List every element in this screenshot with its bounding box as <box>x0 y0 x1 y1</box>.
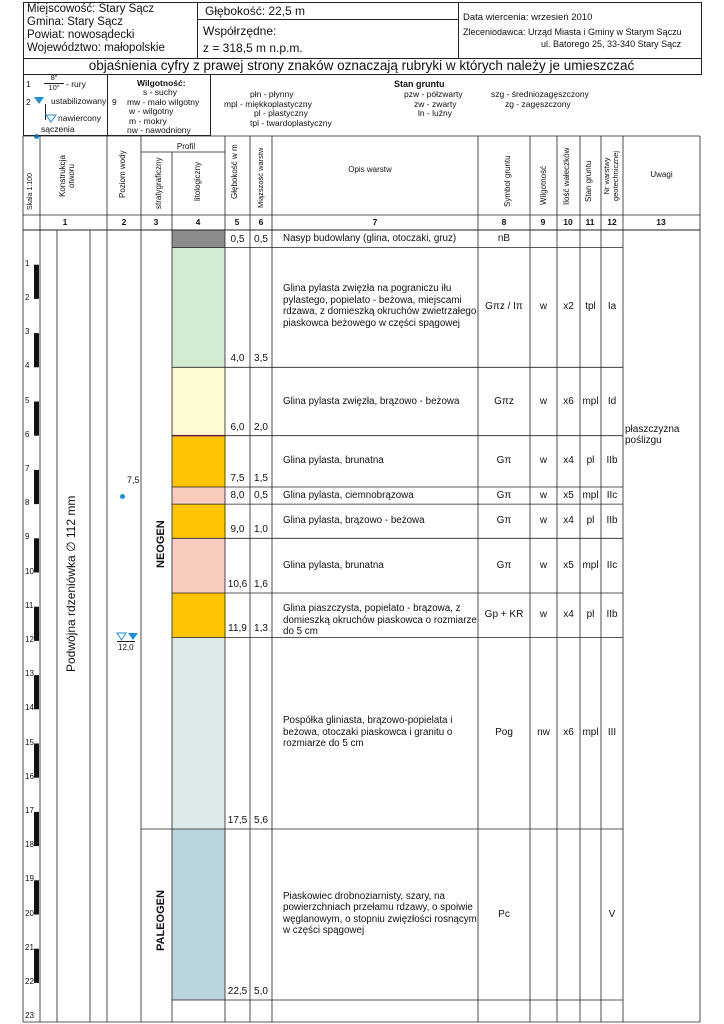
legend-stan-title: Stan gruntu <box>394 79 445 89</box>
col-header-lito: litologiczny <box>193 161 202 201</box>
layer-state: mpl <box>582 489 599 501</box>
layer-rolls: x4 <box>563 455 574 467</box>
wilg-item: w - wilgotny <box>129 106 174 116</box>
stan-item: tpl - twardoplastyczny <box>250 117 332 128</box>
stan-item: płn - płynny <box>250 89 294 99</box>
litho-fill <box>172 637 225 829</box>
layer-symbol: Gπ <box>496 515 512 527</box>
layer-moisture: w <box>539 455 548 467</box>
col-header-strat: stratygraficzny <box>154 157 163 209</box>
scale-tick: 10 <box>25 566 34 576</box>
scale-bar <box>34 470 39 504</box>
scale-bar <box>34 812 39 846</box>
remark: płaszczyzna poślizgu <box>625 424 680 446</box>
layer-symbol: Gπ <box>496 559 512 571</box>
client-address: ul. Batorego 25, 33-340 Stary Sącz <box>541 39 682 49</box>
layer-depth: 7,5 <box>230 473 245 484</box>
scale-bar <box>34 880 39 914</box>
column-number: 12 <box>607 217 617 227</box>
layer-description: Glina pylasta zwięzła na pograniczu iłu pylastego, popielato - beżowa, miejscami rdzawa, z domieszką okruchów zwietrzałego piaskowca beżowego w części spągowej <box>283 283 477 329</box>
depth-total: Głębokość: 22,5 m <box>205 4 306 18</box>
stable-water-depth: 12,0 <box>118 643 134 652</box>
layer-description: Glina pylasta, brązowo - beżowa <box>283 515 425 527</box>
scale-tick: 1 <box>25 258 30 268</box>
layer-description: Nasyp budowlany (glina, otoczaki, gruz) <box>283 232 457 244</box>
stan-item: pzw - półzwarty <box>404 89 463 99</box>
scale-tick: 17 <box>25 805 34 815</box>
column-number: 4 <box>195 217 201 227</box>
wojewodztwo: Województwo: małopolskie <box>27 42 165 54</box>
scale-tick: 19 <box>25 874 34 884</box>
layer-rolls: x5 <box>563 489 574 501</box>
layer-depth: 8,0 <box>230 490 245 502</box>
column-number: 10 <box>563 217 573 227</box>
legend-rury-frac-top: 8" <box>50 73 58 82</box>
legend-title: objaśnienia cyfry z prawej strony znaków oznaczają rubryki w których należy je umieszczać <box>88 58 635 73</box>
layer-symbol: Gπz <box>494 395 514 407</box>
layer-depth: 6,0 <box>230 421 245 433</box>
scale-tick: 2 <box>25 292 30 302</box>
litho-fill <box>172 504 225 538</box>
layer-depth: 22,5 <box>227 986 248 997</box>
col-header-poziom: Poziom wody <box>118 150 127 198</box>
litho-fill <box>172 367 225 435</box>
layer-depth: 9,0 <box>230 524 245 536</box>
scale-tick: 22 <box>25 976 34 986</box>
layer-depth: 0,5 <box>230 233 245 245</box>
scale-tick: 20 <box>25 908 34 918</box>
legend-water-num: 2 <box>26 97 31 107</box>
layer-depth: 4,0 <box>230 353 245 365</box>
water-level-underline <box>117 641 135 642</box>
elevation: z = 318,5 m n.p.m. <box>203 41 303 55</box>
scale-tick: 13 <box>25 669 34 679</box>
col-header-glebokosc: Głębokość w m <box>230 144 239 199</box>
column-number: 1 <box>62 217 68 227</box>
col-header-uwagi: Uwagi <box>650 170 673 179</box>
konstrukcja-text: Konstrukcja otworu <box>58 155 76 197</box>
col-header-wilgotnosc: Wilgotność <box>539 165 548 205</box>
layer-state: pl <box>586 455 595 467</box>
scale-tick: 4 <box>25 361 30 371</box>
layer-thickness: 0,5 <box>254 490 268 502</box>
layer-state: mpl <box>582 727 599 739</box>
layer-number: IIb <box>606 455 618 467</box>
litho-fill <box>172 829 225 1000</box>
gmina: Gmina: Stary Sącz <box>27 16 123 28</box>
seepage-depth: 7,5 <box>127 475 140 485</box>
layer-thickness: 1,6 <box>254 579 268 591</box>
layer-moisture: nw <box>537 727 550 739</box>
column-number: 9 <box>540 217 546 227</box>
column-number: 6 <box>258 217 264 227</box>
scale-bar <box>34 265 39 299</box>
layer-rolls: x4 <box>563 609 574 621</box>
stan-item: mpl - miękkoplastyczny <box>224 98 312 109</box>
miejscowosc: Miejscowość: Stary Sącz <box>27 3 155 15</box>
scale-bar <box>34 949 39 983</box>
client: Zleceniodawca: Urząd Miasta i Gminy w Starym Sączu <box>463 27 682 37</box>
scale-tick: 21 <box>25 942 34 952</box>
strat-paleogen: PALEOGEN <box>155 890 167 951</box>
col-header-walec: Ilość wałeczków <box>562 147 571 205</box>
layer-symbol: nB <box>497 232 511 244</box>
layer-moisture: w <box>539 559 548 571</box>
layer-symbol: Gp + KR <box>484 609 524 621</box>
column-number: 3 <box>153 217 159 227</box>
scale-tick: 23 <box>25 1011 34 1021</box>
layer-description: Glina pylasta, brunatna <box>283 559 384 571</box>
stan-item: ln - luźny <box>418 108 453 118</box>
scale-tick: 12 <box>25 634 34 644</box>
powiat: Powiat: nowosądecki <box>27 29 135 41</box>
wilg-item: mw - mało wilgotny <box>127 96 200 107</box>
layer-description: Glina pylasta zwięzła, brązowo - beżowa <box>283 395 460 407</box>
construction-label: Podwójna rdzeniówka ∅ 112 mm <box>64 495 78 672</box>
column-number: 5 <box>234 217 240 227</box>
column-number: 13 <box>656 217 666 227</box>
layer-state: pl <box>586 515 595 527</box>
col-header-miazszosc: Miąższość warstw <box>256 147 265 208</box>
scale-tick: 5 <box>25 395 30 405</box>
layer-state: mpl <box>582 395 599 407</box>
scale-bar <box>34 607 39 641</box>
layer-rolls: x6 <box>563 727 574 739</box>
layer-thickness: 5,0 <box>254 986 268 997</box>
legend-rury-frac-bottom: 10" <box>48 83 60 92</box>
col-header-profil: Profil <box>176 142 196 151</box>
layer-rolls: x5 <box>563 559 574 571</box>
column-number: 7 <box>372 217 378 227</box>
scale-tick: 3 <box>25 327 30 337</box>
scale-tick: 11 <box>25 600 34 610</box>
legend-ustabilizowany: ustabilizowany <box>51 96 107 106</box>
scale-bar <box>34 231 39 248</box>
layer-thickness: 5,6 <box>254 815 268 826</box>
scale-bar <box>34 333 39 367</box>
layer-rolls: x2 <box>563 301 574 313</box>
col-header-symbol: Symbol gruntu <box>503 155 512 207</box>
litho-fill <box>172 487 225 504</box>
litho-fill <box>172 248 225 368</box>
layer-thickness: 0,5 <box>254 233 268 245</box>
scale-tick: 15 <box>25 737 34 747</box>
layer-description: Glina piaszczysta, popielato - brązowa, z domieszką okruchów piaskowca o rozmiarze do 5 cm <box>283 603 477 638</box>
layer-symbol: Pc <box>498 908 510 920</box>
layer-moisture: w <box>539 301 548 313</box>
layer-moisture: w <box>539 515 548 527</box>
layer-number: IIb <box>606 515 618 527</box>
scale-tick: 16 <box>25 771 34 781</box>
stan-item: szg - średniozagęszczony <box>491 89 589 99</box>
scale-tick: 6 <box>25 429 30 439</box>
layer-state: pl <box>586 609 595 621</box>
scale-bar <box>34 744 39 778</box>
wilg-item: s - suchy <box>143 87 178 97</box>
col-header-opis: Opis warstw <box>348 165 392 174</box>
seepage-marker-icon <box>120 486 125 504</box>
layer-number: III <box>607 727 617 739</box>
layer-moisture: w <box>539 395 548 407</box>
layer-description: Piaskowiec drobnoziarnisty, szary, na powierzchniach przełamu rdzawy, o spoiwie węglanowym, o stopniu zwięzłości rosnącym w części spągowej <box>283 890 477 936</box>
layer-rolls: x4 <box>563 515 574 527</box>
nr-text: Nr warstwy geotechnicznej <box>602 150 620 202</box>
col-header-stan: Stan gruntu <box>584 160 593 202</box>
litho-fill <box>172 593 225 637</box>
layer-description: Glina pylasta, brunatna <box>283 455 384 467</box>
layer-thickness: 1,0 <box>254 524 268 536</box>
layer-moisture: w <box>539 609 548 621</box>
stan-item: pl - plastyczny <box>254 108 308 118</box>
scale-bar <box>34 675 39 709</box>
litho-fill <box>172 231 225 248</box>
layer-symbol: Gπ <box>496 489 512 501</box>
layer-depth: 11,9 <box>228 623 247 635</box>
scale-tick: 8 <box>25 498 30 508</box>
column-number: 11 <box>585 217 595 227</box>
stan-item: zg - zagęszczony <box>505 98 571 109</box>
col-header-konstrukcja <box>58 154 76 198</box>
layer-number: Ia <box>607 301 617 313</box>
layer-number: V <box>608 908 616 920</box>
layer-number: IIb <box>606 609 618 621</box>
layer-number: Id <box>607 395 617 407</box>
column-number: 8 <box>501 217 507 227</box>
layer-number: IIc <box>606 559 618 571</box>
scale-tick: 7 <box>25 463 30 473</box>
layer-rolls: x6 <box>563 395 574 407</box>
layer-symbol: Gπ <box>496 455 512 467</box>
scale-bar <box>34 402 39 436</box>
column-number: 2 <box>121 217 127 227</box>
legend-wilg-num: 9 <box>112 97 117 107</box>
coordinates-label: Współrzędne: <box>203 24 277 38</box>
layer-depth: 17,5 <box>227 815 248 826</box>
col-header-skala: Skala 1:100 <box>27 173 34 210</box>
layer-symbol: Pog <box>495 727 513 739</box>
layer-symbol: Gπz / Iπ <box>485 301 523 313</box>
strat-neogen: NEOGEN <box>155 520 167 568</box>
legend-saczenia: sączenia <box>41 124 75 134</box>
layer-thickness: 3,5 <box>254 353 268 365</box>
wilg-item: nw - nawodniony <box>127 125 191 135</box>
scale-bar <box>34 538 39 572</box>
legend-rury-label: - rury <box>66 79 86 89</box>
layer-moisture: w <box>539 489 548 501</box>
litho-fill <box>172 538 225 593</box>
layer-state: mpl <box>582 559 599 571</box>
wilg-item: m - mokry <box>129 115 167 126</box>
col-header-nr <box>603 144 620 208</box>
stan-item: zw - zwarty <box>414 98 457 109</box>
layer-thickness: 1,5 <box>254 473 268 484</box>
legend-rury-num: 1 <box>26 79 31 89</box>
legend-wilg-title: Wilgotność: <box>137 78 186 88</box>
layer-thickness: 2,0 <box>254 421 268 433</box>
legend-nawiercony: nawiercony <box>58 113 101 123</box>
litho-fill <box>172 436 225 487</box>
scale-tick: 18 <box>25 840 34 850</box>
layer-state: tpl <box>585 301 596 313</box>
layer-thickness: 1,3 <box>254 623 268 635</box>
layer-number: IIc <box>606 489 618 501</box>
layer-description: Pospółka gliniasta, brązowo-popielata i beżowa, otoczaki piaskowca i granitu o rozmiarze do 5 cm <box>283 715 453 750</box>
layer-depth: 10,6 <box>227 579 248 591</box>
scale-tick: 9 <box>25 532 30 542</box>
scale-tick: 14 <box>25 703 34 713</box>
drill-date: Data wiercenia: wrzesień 2010 <box>463 12 593 23</box>
layer-description: Glina pylasta, ciemnobrązowa <box>283 489 414 501</box>
